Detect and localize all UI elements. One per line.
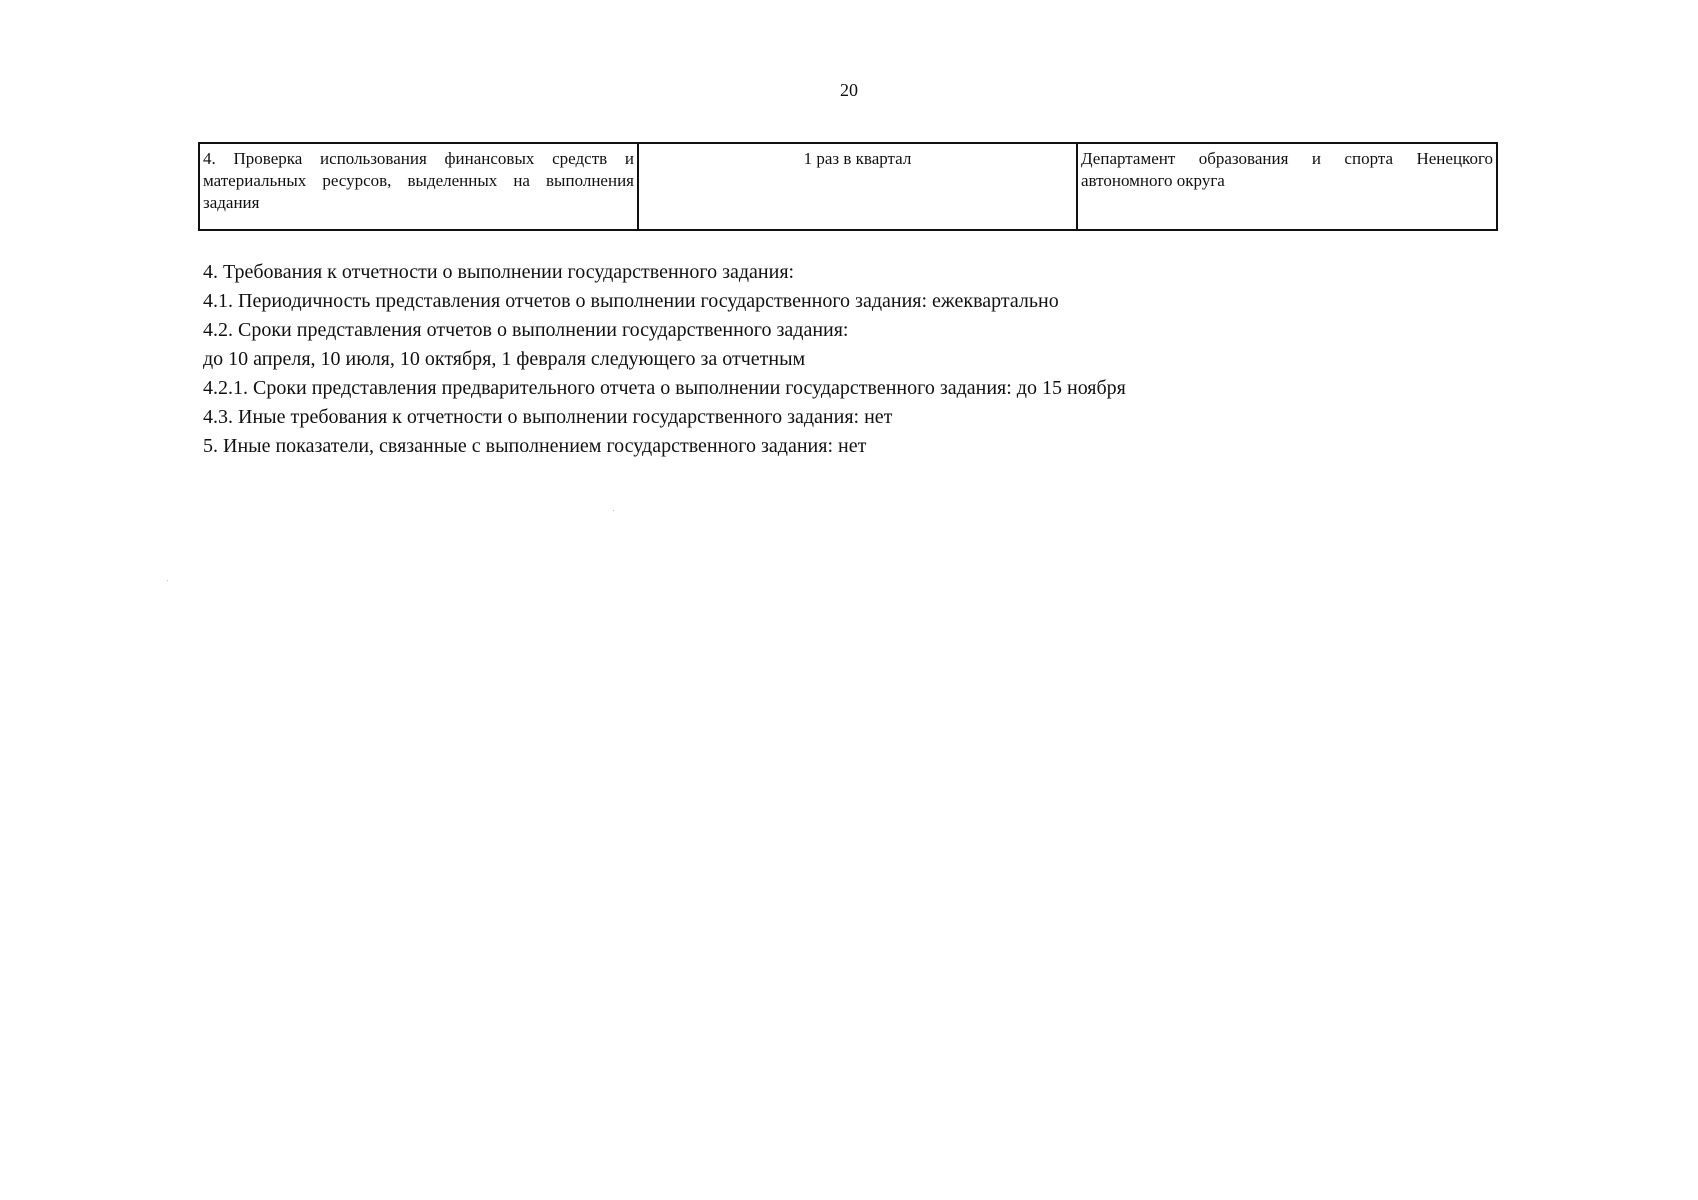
control-authority-cell: Департамент образования и спорта Ненецкого автономного округа [1077,143,1497,230]
report-periodicity: 4.1. Периодичность представления отчетов о выполнении государственного задания: ежеквартально [203,290,1059,312]
scan-artifact-dot [167,580,168,581]
report-deadlines-label: 4.2. Сроки представления отчетов о выполнении государственного задания: [203,319,849,341]
report-requirements-section [203,258,1493,461]
table-row [199,143,1497,230]
scan-artifact-dot [613,510,614,511]
other-indicators: 5. Иные показатели, связанные с выполнением государственного задания: нет [203,435,867,457]
report-deadlines-value: до 10 апреля, 10 июля, 10 октября, 1 февраля следующего за отчетным [203,348,806,370]
report-preliminary-deadline: 4.2.1. Сроки представления предварительного отчета о выполнении государственного задания: до 15 ноября [203,377,1126,399]
control-frequency-cell: 1 раз в квартал [638,143,1077,230]
report-other-requirements: 4.3. Иные требования к отчетности о выполнении государственного задания: нет [203,406,893,428]
control-form-cell: 4. Проверка использования финансовых средств и материальных ресурсов, выделенных на выполнения задания [199,143,638,230]
report-requirements-heading: 4. Требования к отчетности о выполнении государственного задания: [203,261,795,283]
control-table [198,142,1498,231]
page-number: 20 [840,80,858,100]
